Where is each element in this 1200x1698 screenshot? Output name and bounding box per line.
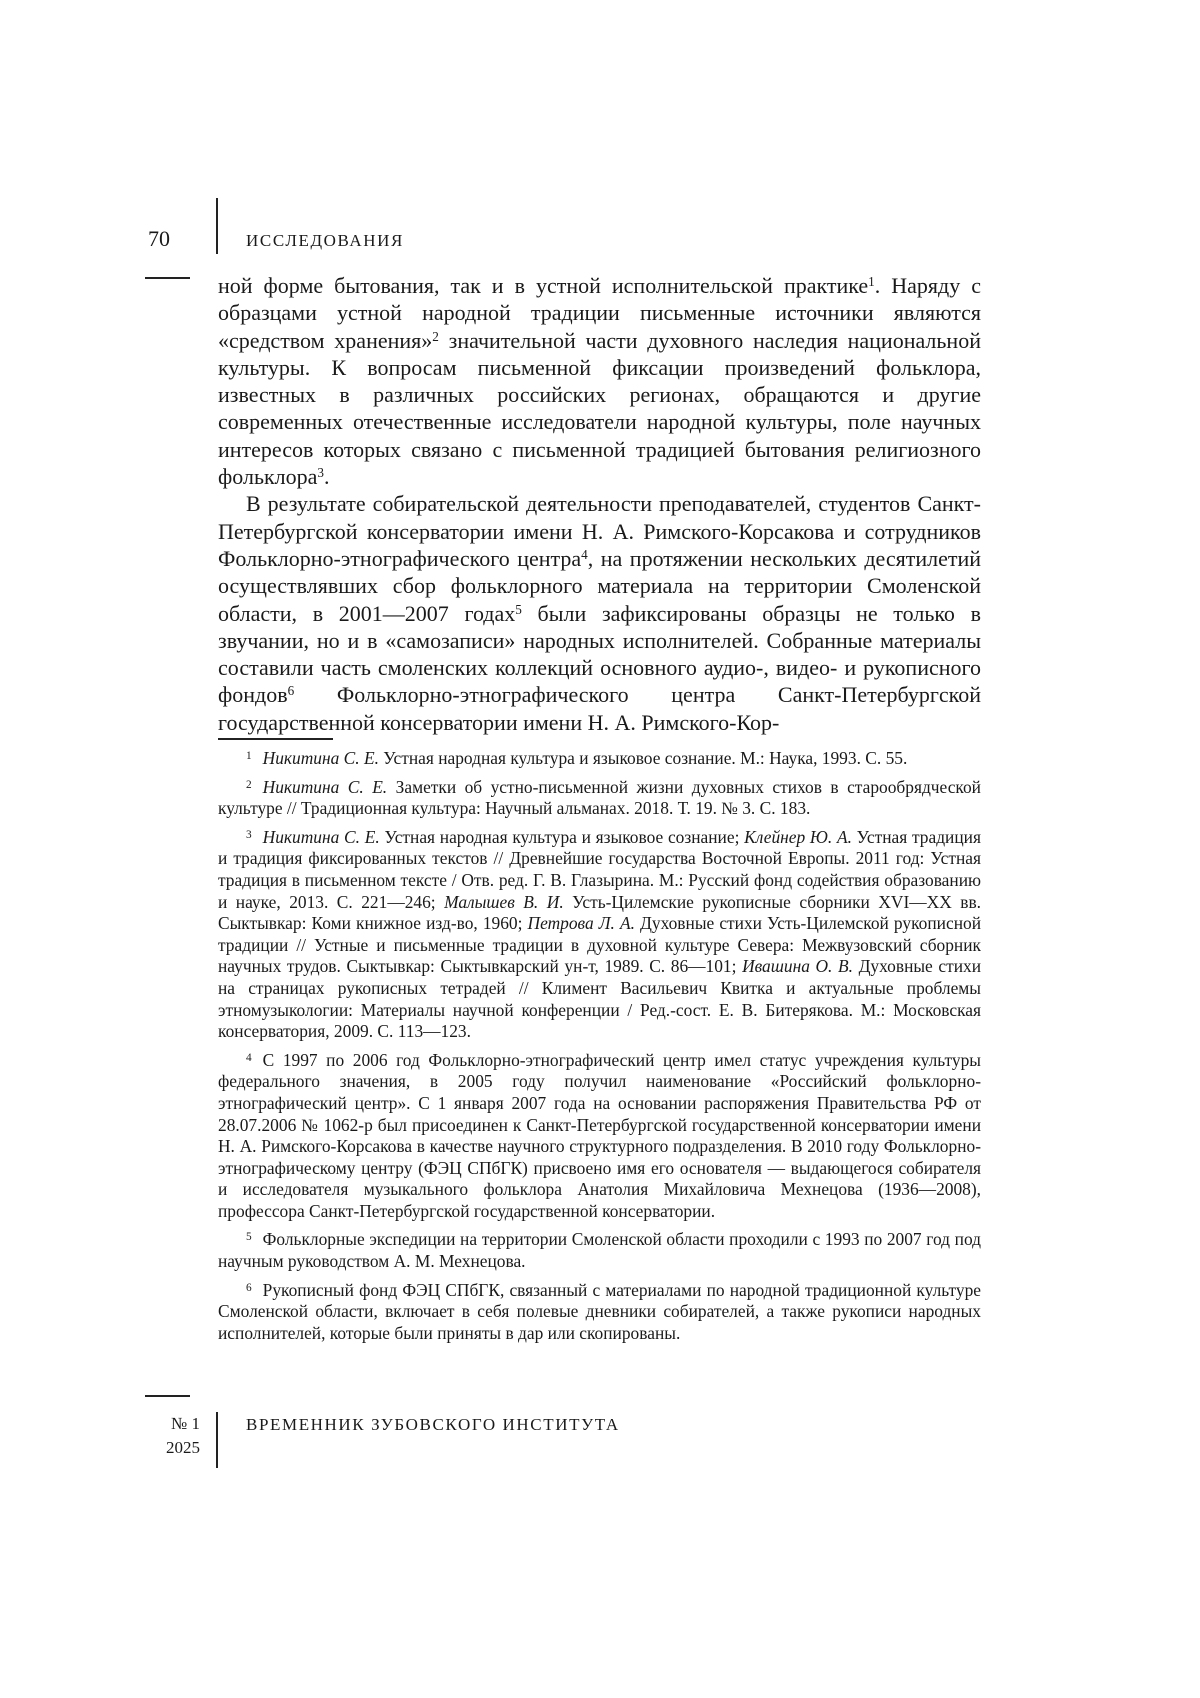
- journal-title: ВРЕМЕННИК ЗУБОВСКОГО ИНСТИТУТА: [246, 1415, 620, 1434]
- footnote-ref: 6: [287, 683, 295, 699]
- footnote-ref: 4: [581, 546, 588, 562]
- author-name: Малышев В. И.: [444, 891, 564, 912]
- text-run: Устная народная культура и языковое сознание. М.: Наука, 1993. С. 55.: [378, 748, 908, 768]
- text-run: Устная традиция и традиция фиксированных текстов // Древнейшие государства Восточной Европы. 2011 год: Устная традиция в письменном тексте / Отв. ред. Г. В. Глазырина. М.: Русский фонд содействия образованию и науке, 2013. С. 221—246;: [218, 826, 981, 912]
- text-run: , на протяжении нескольких десятилетий осуществлявших сбор фольклорного материала на территории Смоленской области, в 2001—2007 годах: [218, 545, 982, 626]
- paragraph: [218, 490, 981, 736]
- footer-rule: [145, 1395, 190, 1397]
- header-divider: [216, 198, 218, 254]
- text-run: ной форме бытования, так и в устной исполнительской практике: [218, 273, 869, 298]
- author-name: Петрова Л. А.: [527, 913, 635, 934]
- footnote-number: 3: [246, 828, 252, 841]
- text-run: Усть-Цилемские рукописные сборники XVI—XX вв. Сыктывкар: Коми книжное изд-во, 1960;: [218, 891, 982, 934]
- section-title: ИССЛЕДОВАНИЯ: [246, 231, 404, 250]
- footnote: [218, 1280, 981, 1345]
- author-name: Никитина С. Е.: [262, 776, 388, 797]
- page-number: 70: [148, 226, 170, 251]
- footnote-number: 6: [246, 1281, 252, 1294]
- footer-divider: [216, 1412, 218, 1468]
- footnote-number: 2: [246, 778, 252, 791]
- footnote: [218, 1229, 981, 1272]
- footnote: [218, 1050, 981, 1223]
- text-run: Духовные стихи на страницах рукописных тетрадей // Климент Васильевич Квитка и актуальные проблемы этномузыкологии: Материалы научной конференции / Ред.-сост. Е. В. Битерякова. М.: Московская консерватория, 2009. С. 113—123.: [218, 956, 981, 1042]
- text-run: Фольклорные экспедиции на территории Смоленской области проходили с 1993 по 2007 год под научным руководством А. М. Мехнецова.: [218, 1229, 981, 1272]
- main-text: [218, 272, 981, 736]
- footnote-number: 5: [246, 1231, 252, 1244]
- footnote-ref: 3: [317, 464, 325, 480]
- footnote: [218, 827, 981, 1043]
- text-run: Заметки об устно-письменной жизни духовных стихов в старообрядческой культуре // Традиционная культура: Научный альманах. 2018. Т. 19. № 3. С. 183.: [218, 776, 981, 819]
- text-run: С 1997 по 2006 год Фольклорно-этнографический центр имел статус учреждения культуры федерального значения, в 2005 году получил наименование «Российский фольклорно-этнографический центр». С 1 января 2007 года на основании распоряжения Правительства РФ от 28.07.2006 № 1062-р был присоединен к Санкт-Петербургской государственной консерватории имени Н. А. Римского-Корсакова в качестве научного структурного подразделения. В 2010 году Фольклорно-этнографическому центру (ФЭЦ СПбГК) присвоено имя его основателя — выдающегося собирателя и исследователя музыкального фольклора Анатолия Михайловича Мехнецова (1936—2008), профессора Санкт-Петербургской государственной консерватории.: [218, 1049, 981, 1221]
- author-name: Никитина С. Е.: [262, 826, 380, 847]
- author-name: Клейнер Ю. А.: [744, 826, 852, 847]
- text-run: Духовные стихи Усть-Цилемской рукописной традиции // Устные и письменные традиции в духовной культуре Севера: Межвузовский сборник научных трудов. Сыктывкар: Сыктывкарский ун-т, 1989. С. 86—101;: [218, 913, 981, 977]
- text-run: .: [324, 464, 330, 490]
- text-run: были зафиксированы образцы не только в звучании, но и в «самозаписи» народных исполнителей. Собранные материалы составили часть смоленских коллекций основного аудио-, видео- и рукописного фондов: [218, 600, 981, 708]
- issue-number: № 1: [171, 1414, 200, 1433]
- footnotes: [218, 748, 981, 1351]
- text-run: . Наряду с образцами устной народной традиции письменные источники являются «средством хранения»: [218, 273, 981, 353]
- footnote-ref: 2: [432, 328, 439, 344]
- footnote: [218, 748, 981, 770]
- text-run: значительной части духовного наследия национальной культуры. К вопросам письменной фиксации произведений фольклора, известных в различных российских регионах, обращаются и другие современных отечественные исследователи народной культуры, поле научных интересов которых связано с письменной традицией бытования религиозного фольклора: [218, 327, 981, 490]
- paragraph: [218, 272, 981, 490]
- issue-year: 2025: [166, 1438, 200, 1457]
- text-run: Фольклорно-этнографического центра Санкт-Петербургской государственной консерватории имени Н. А. Римского-Кор-: [218, 682, 981, 735]
- footnote-separator: [218, 738, 333, 740]
- text-run: Рукописный фонд ФЭЦ СПбГК, связанный с материалами по народной традиционной культуре Смоленской области, включает в себя полевые дневники собирателей, а также рукописи народных исполнителей, которые были приняты в дар или скопированы.: [218, 1279, 981, 1343]
- issue-info: [160, 1412, 200, 1460]
- footnote-number: 1: [246, 749, 252, 762]
- text-run: Устная народная культура и языковое сознание;: [379, 826, 745, 847]
- footnote-ref: 1: [868, 273, 875, 289]
- text-run: В результате собирательской деятельности преподавателей, студентов Санкт-Петербургской консерватории имени Н. А. Римского-Корсакова и сотрудников Фольклорно-этнографического центра: [218, 491, 981, 571]
- author-name: Никитина С. Е.: [262, 748, 379, 768]
- author-name: Ивашина О. В.: [742, 956, 853, 977]
- footnote: [218, 777, 981, 820]
- footnote-number: 4: [246, 1051, 252, 1064]
- footnote-ref: 5: [515, 601, 522, 617]
- header-rule: [145, 277, 190, 279]
